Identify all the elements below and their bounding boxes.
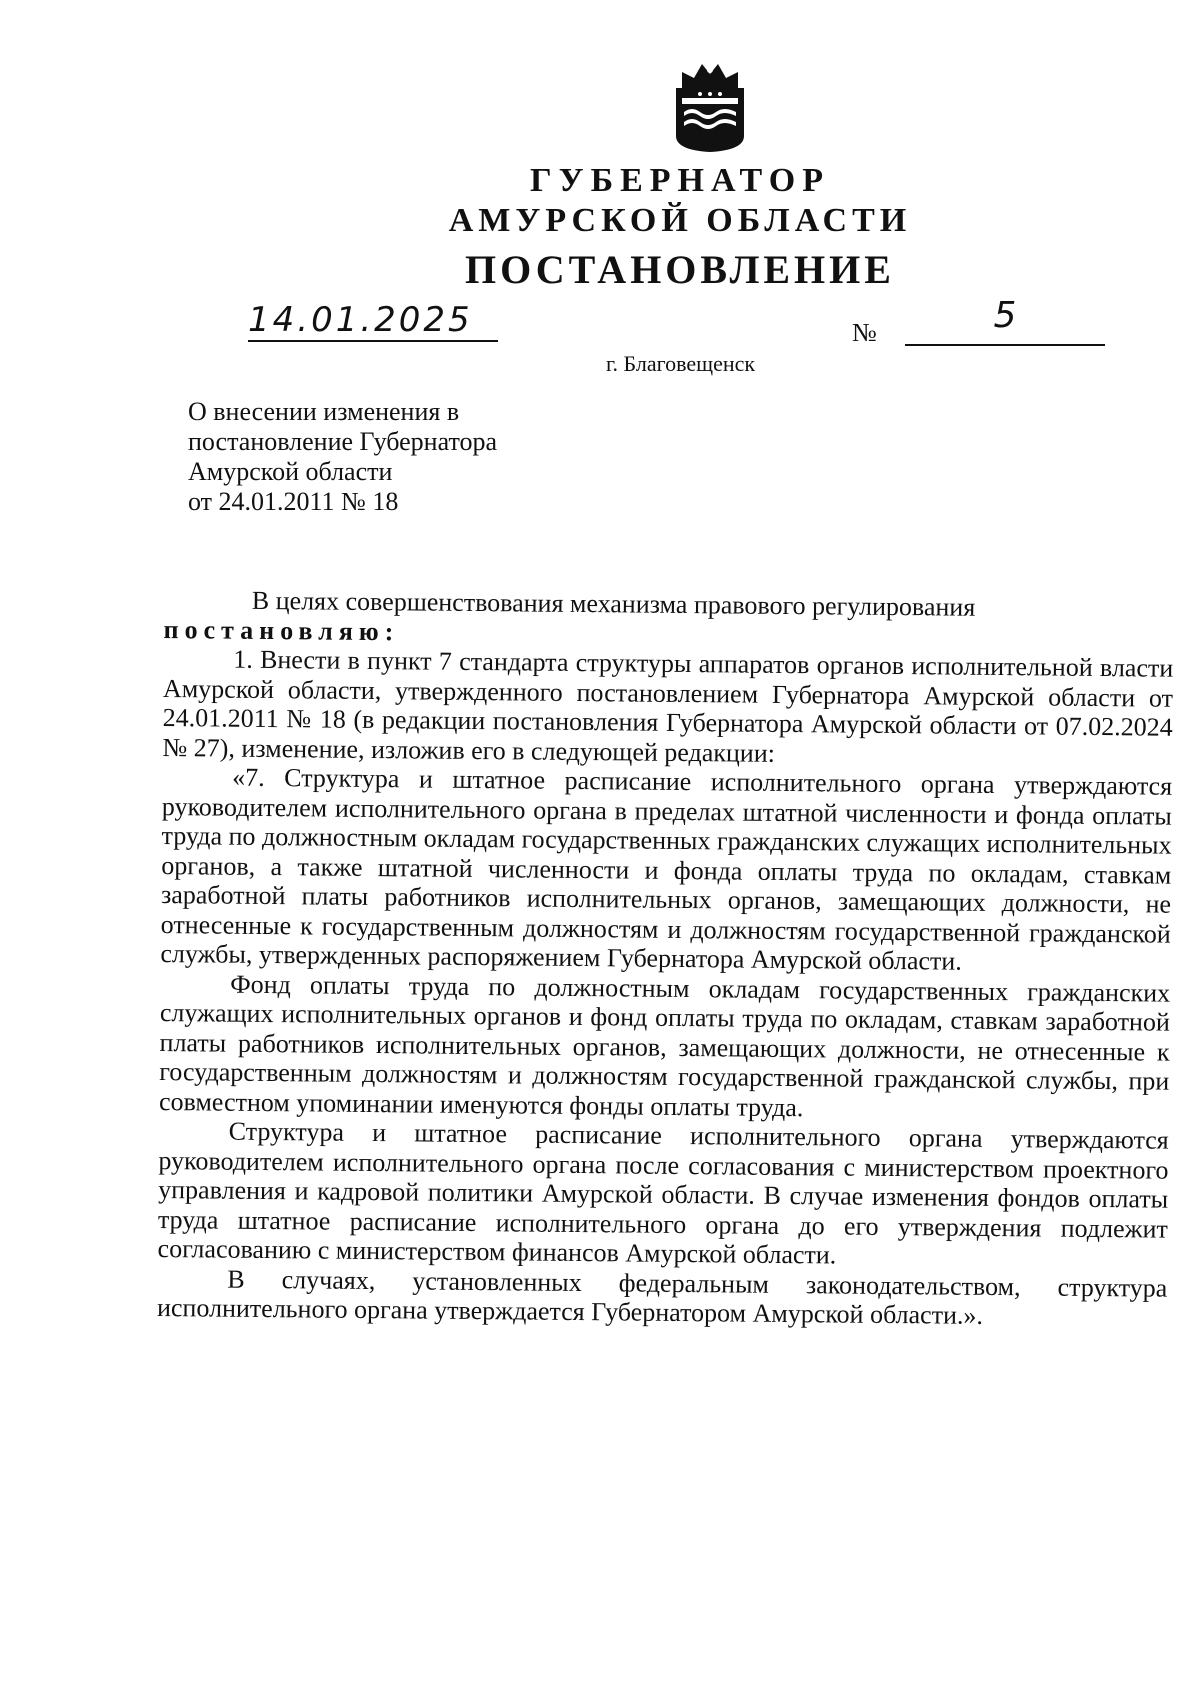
number-sign: № (852, 318, 877, 347)
coat-of-arms-icon (660, 58, 760, 154)
quoted-paragraph-3: Структура и штатное расписание исполнительного органа утверждаются руководителем исполнительного органа после согласования с министерством проектного управления и кадровой политики Амурской области. В случае изменения фондов оплаты труда штатное расписание исполнительного органа до его утверждения подлежит согласованию с министерством финансов Амурской области. (157, 1116, 1169, 1270)
issuer-region: АМУРСКОЙ ОБЛАСТИ (448, 202, 912, 239)
document-body (157, 585, 1174, 1332)
quoted-paragraph-4: В случаях, установленных федеральным законодательством, структура исполнительного органа утверждается Губернатором Амурской области.». (156, 1264, 1168, 1330)
quoted-paragraph-2: Фонд оплаты труда по должностным окладам государственных гражданских служащих исполнительных органов и фонд оплаты труда по окладам, ставкам заработной платы работников исполнительных органов, замещающих должности, не отнесенные к государственным должностям и должностям государственной гражданской службы, при совместном упоминании именуются фонды оплаты труда. (158, 969, 1171, 1122)
subject-line: Амурской области (188, 457, 393, 486)
subject-line: О внесении изменения в (188, 397, 460, 426)
document-date: 14.01.2025 (248, 300, 498, 342)
subject-line: от 24.01.2011 № 18 (188, 487, 399, 516)
document-number: 5 (905, 294, 1105, 346)
subject-block (188, 397, 608, 517)
subject-line: постановление Губернатора (188, 427, 498, 456)
city: г. Благовещенск (606, 351, 756, 376)
intro-paragraph: В целях совершенствования механизма правового регулирования (251, 585, 976, 622)
quoted-paragraph-1: «7. Структура и штатное расписание исполнительного органа утверждаются руководителем исполнительного органа в пределах штатной численности и фонда оплаты труда по должностным окладам государственных гражданских служащих исполнительных органов, а также штатной численности и фонда оплаты труда по окладам, ставкам заработной платы работников исполнительных органов, замещающих должности, не отнесенные к государственным должностям и должностям государственной гражданской службы, утвержденных распоряжением Губернатора Амурской области. (160, 762, 1173, 976)
issuer-title: ГУБЕРНАТОР (530, 162, 830, 199)
item-1-paragraph: 1. Внести в пункт 7 стандарта структуры аппаратов органов исполнительной власти Амурской области, утвержденного постановлением Губернатора Амурской области от 24.01.2011 № 18 (в редакции постановления Губернатора Амурской области от 07.02.2024 № 27), изменение, изложив его в следующей редакции: (162, 644, 1174, 768)
document-type: ПОСТАНОВЛЕНИЕ (465, 247, 895, 292)
decree-word: постановляю: (163, 614, 400, 646)
